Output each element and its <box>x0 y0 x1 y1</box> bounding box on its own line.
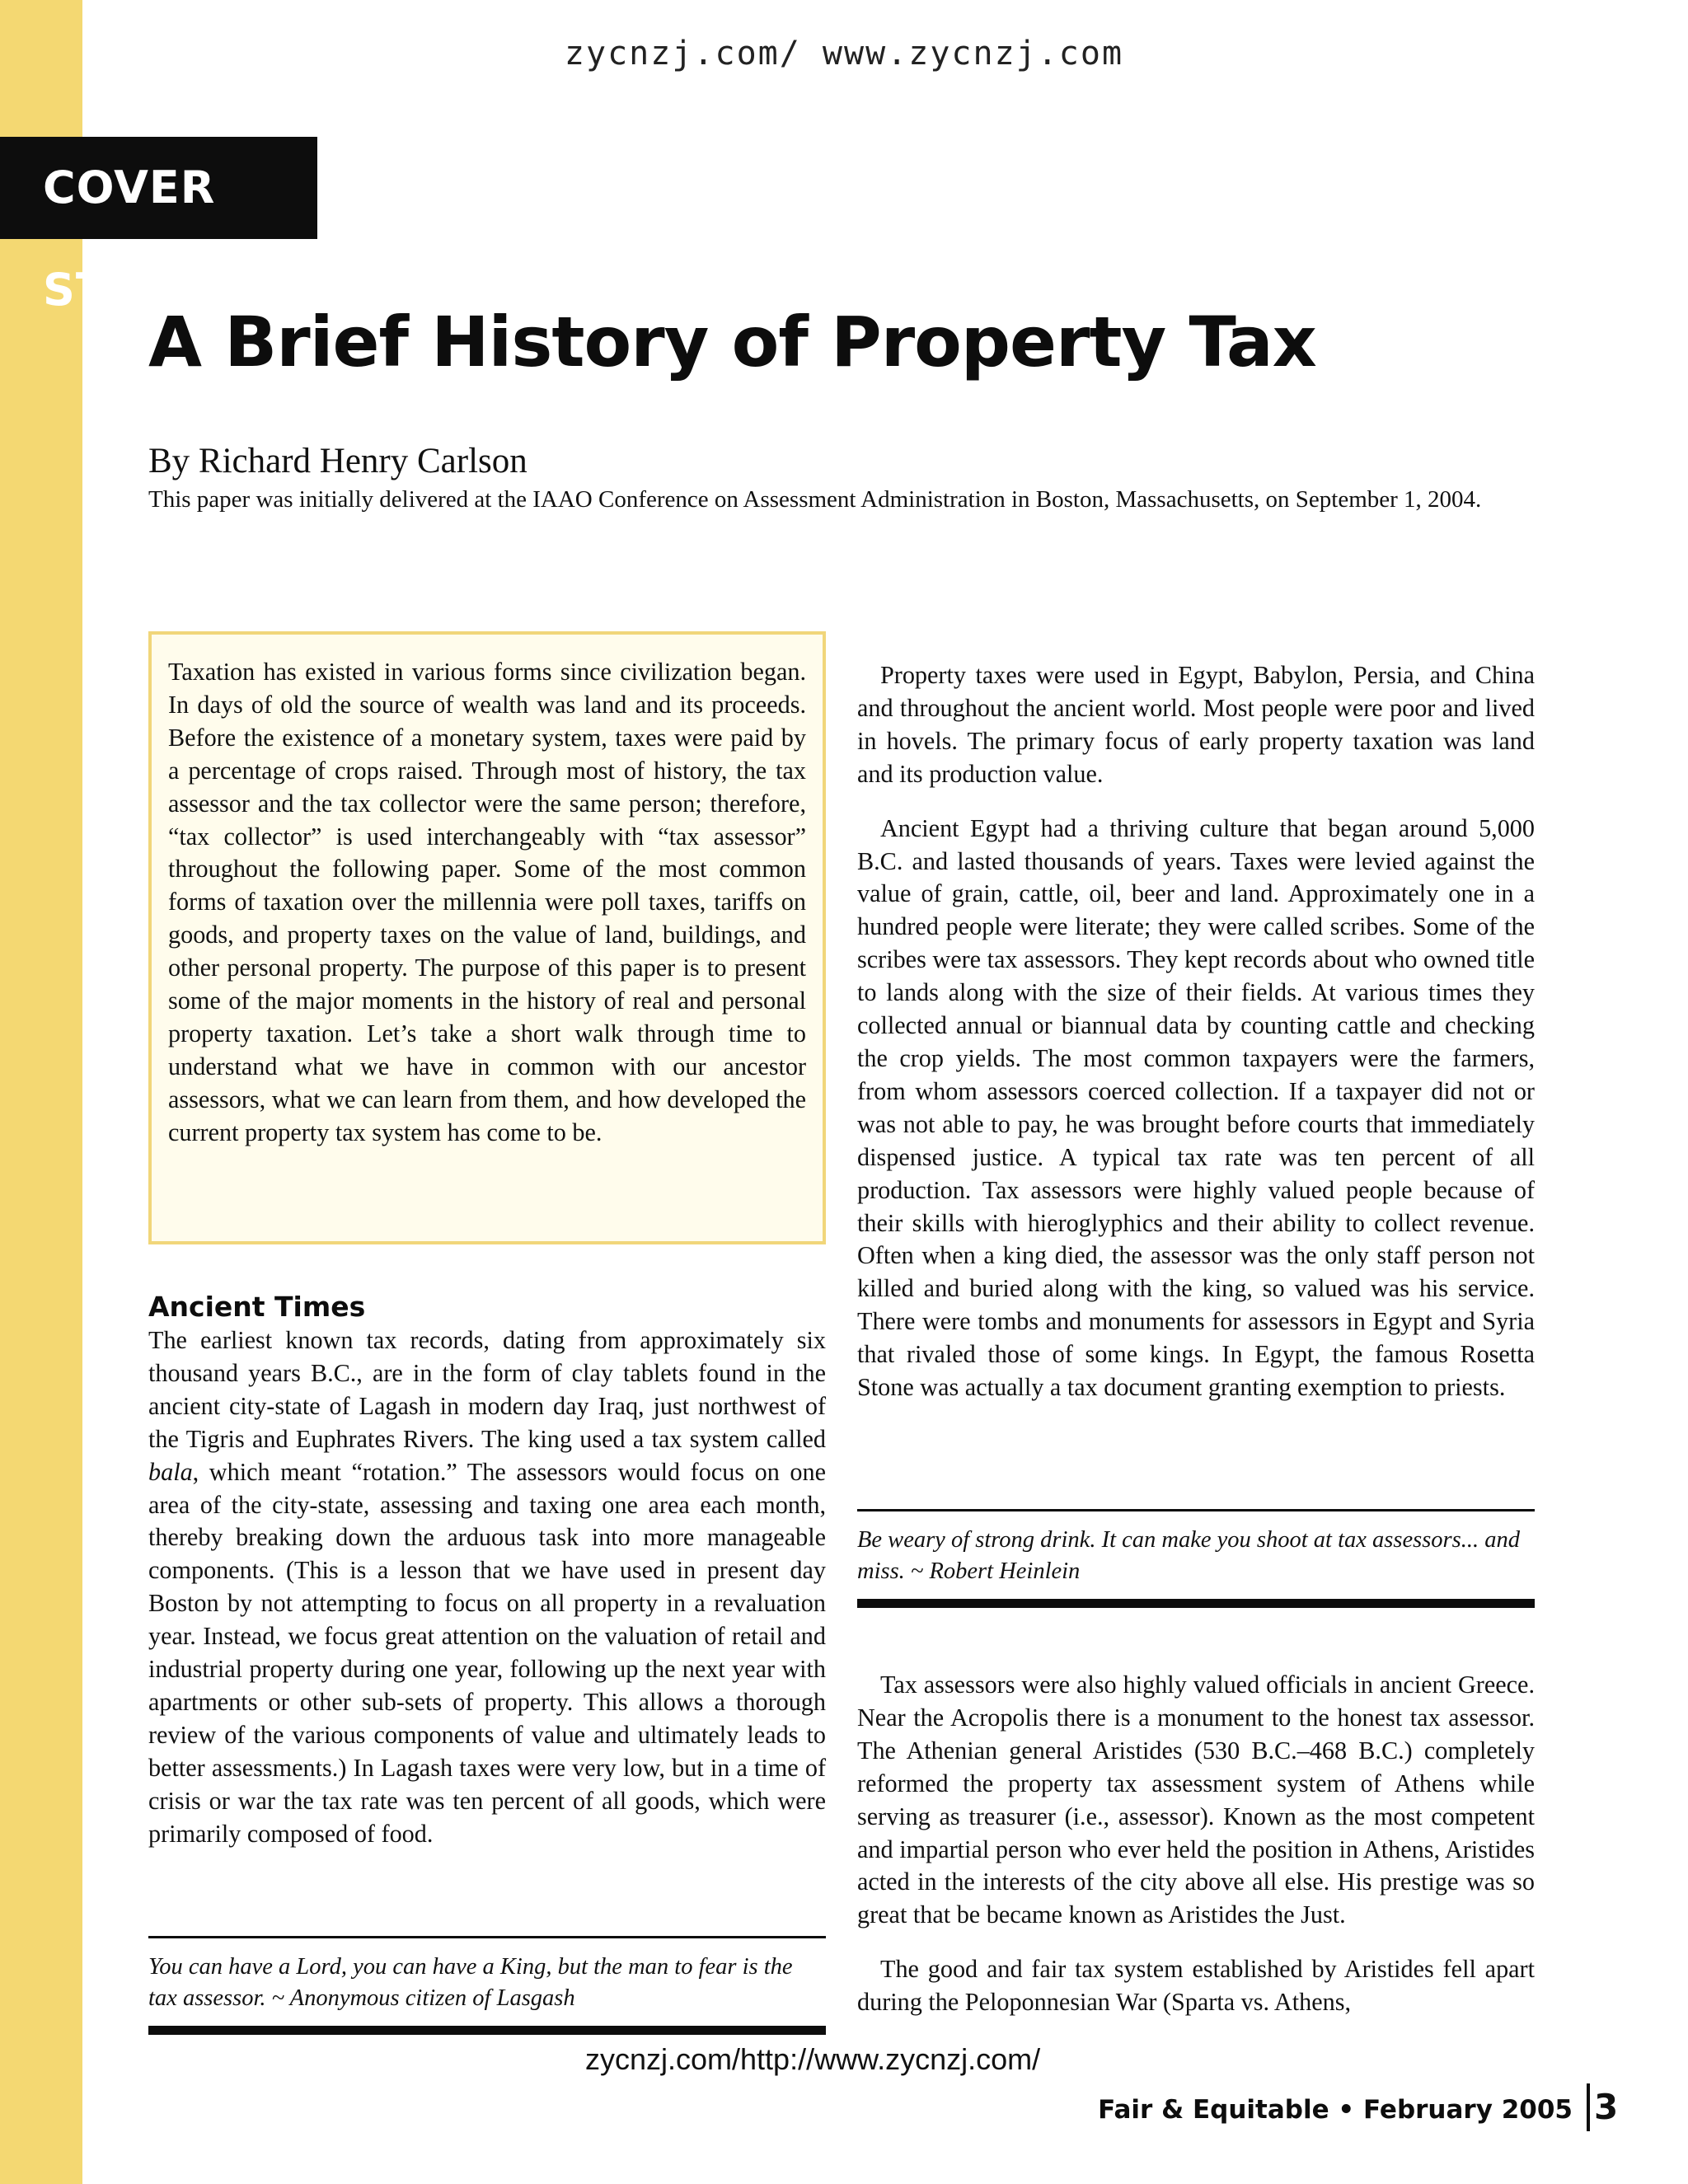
abstract-text: Taxation has existed in various forms since civilization began. In days of old the source of wealth was land and its proceeds. Before the existence of a monetary system, taxes were paid by a percentage of crops raised. Through most of history, the tax assessor and the tax collector were the same person; therefore, “tax collector” is used interchangeably with “tax assessor” throughout the following paper. Some of the most common forms of taxation over the millennia were poll taxes, tariffs on goods, and property taxes on the value of land, buildings, and other personal property. The purpose of this paper is to present some of the major moments in the history of real and personal property taxation. Let’s take a short walk through time to understand what we have in common with our ancestor assessors, what we can learn from them, and how developed the current property tax system has come to be. <box>168 658 806 1146</box>
intro-note: This paper was initially delivered at the IAAO Conference on Assessment Administration in Boston, Massachusetts, on September 1, 2004. <box>148 486 1482 513</box>
ancient-times-text-1: The earliest known tax records, dating from approximately six thousand years B.C., are in the form of clay tablets found in the ancient city-state of Lagash in modern day Iraq, just northwest of the Tigris and Euphrates Rivers. The king used a tax system called <box>148 1326 826 1453</box>
ancient-times-paragraph <box>148 1324 826 1851</box>
right-column-lower <box>857 1669 1535 2019</box>
pull-quote-right <box>857 1509 1535 1608</box>
watermark-bottom: zycnzj.com/http://www.zycnzj.com/ <box>585 2042 1041 2076</box>
pull-quote-left <box>148 1936 826 2035</box>
right-paragraph-4: The good and fair tax system established by Aristides fell apart during the Peloponnesian War (Sparta vs. Athens, <box>857 1955 1535 2017</box>
left-column <box>148 1290 826 1851</box>
byline: By Richard Henry Carlson <box>148 442 528 480</box>
watermark-top: zycnzj.com/ www.zycnzj.com <box>564 35 1124 73</box>
section-tag: COVER STORY <box>0 137 317 239</box>
ancient-times-text-2: , which meant “rotation.” The assessors would focus on one area of the city-state, assessing and taxing one area each month, thereby breaking down the arduous task into more manageable components. (This is a lesson that we have used in present day Boston by not attempting to focus on all property in a revaluation year. Instead, we focus great attention on the valuation of retail and industrial property during one year, following up the next year with apartments or other sub-sets of property. This allows a thorough review of the various components of value and ultimately leads to better assessments.) In Lagash taxes were very low, but in a time of crisis or war the tax rate was ten percent of all goods, which were primarily composed of food. <box>148 1457 826 1848</box>
right-paragraph-2: Ancient Egypt had a thriving culture that began around 5,000 B.C. and lasted thousands of years. Taxes were levied against the value of grain, cattle, oil, beer and land. Approximately one in a hundred people were literate; they were called scribes. Some of the scribes were tax assessors. They kept records about who owned title to lands along with the size of their fields. At various times they collected annual or biannual data by counting cattle and checking the crop yields. The most common taxpayers were the farmers, from whom assessors coerced collection. If a taxpayer did not or was not able to pay, he was brought before courts that immediately dispensed justice. A typical tax rate was ten percent of all production. Tax assessors were highly valued people because of their skills with hieroglyphics and their ability to collect revenue. Often when a king died, the assessor was the only staff person not killed and buried along with the king, so valued was his service. There were tombs and monuments for assessors in Egypt and Syria that rivaled those of some kings. In Egypt, the famous Rosetta Stone was actually a tax document granting exemption to priests. <box>857 813 1535 1402</box>
pull-quote-right-text: Be weary of strong drink. It can make you shoot at tax assessors... and miss. ~ Robert Heinlein <box>857 1527 1520 1584</box>
bala-term: bala <box>148 1457 193 1486</box>
quote-rule-top <box>148 1936 826 1938</box>
page-number: 3 <box>1594 2087 1619 2127</box>
article-title: A Brief History of Property Tax <box>148 302 1316 382</box>
paragraph-gap <box>857 791 1535 813</box>
pull-quote-left-text: You can have a Lord, you can have a King, but the man to fear is the tax assessor. ~ Anonymous citizen of Lasgash <box>148 1954 793 2011</box>
right-paragraph-1: Property taxes were used in Egypt, Babylon, Persia, and China and throughout the ancient world. Most people were poor and lived in hovels. The primary focus of early property taxation was land and its production value. <box>857 661 1535 788</box>
quote-rule-bottom <box>148 2026 826 2035</box>
quote-rule-bottom <box>857 1599 1535 1608</box>
paragraph-gap <box>857 1932 1535 1953</box>
right-paragraph-3: Tax assessors were also highly valued officials in ancient Greece. Near the Acropolis there is a monument to the honest tax assessor. The Athenian general Aristides (530 B.C.–468 B.C.) completely reformed the property tax assessment system of Athens while serving as treasurer (i.e., assessor). Known as the most competent and impartial person who ever held the position in Athens, Aristides acted in the interests of the city above all else. His prestige was so great that be became known as Aristides the Just. <box>857 1671 1535 1929</box>
right-column <box>857 659 1535 1404</box>
page-number-divider <box>1587 2083 1590 2131</box>
quote-rule-top <box>857 1509 1535 1511</box>
abstract-box <box>148 631 826 1244</box>
publication-footer: Fair & Equitable • February 2005 <box>1098 2095 1573 2125</box>
section-heading-ancient-times: Ancient Times <box>148 1291 366 1323</box>
